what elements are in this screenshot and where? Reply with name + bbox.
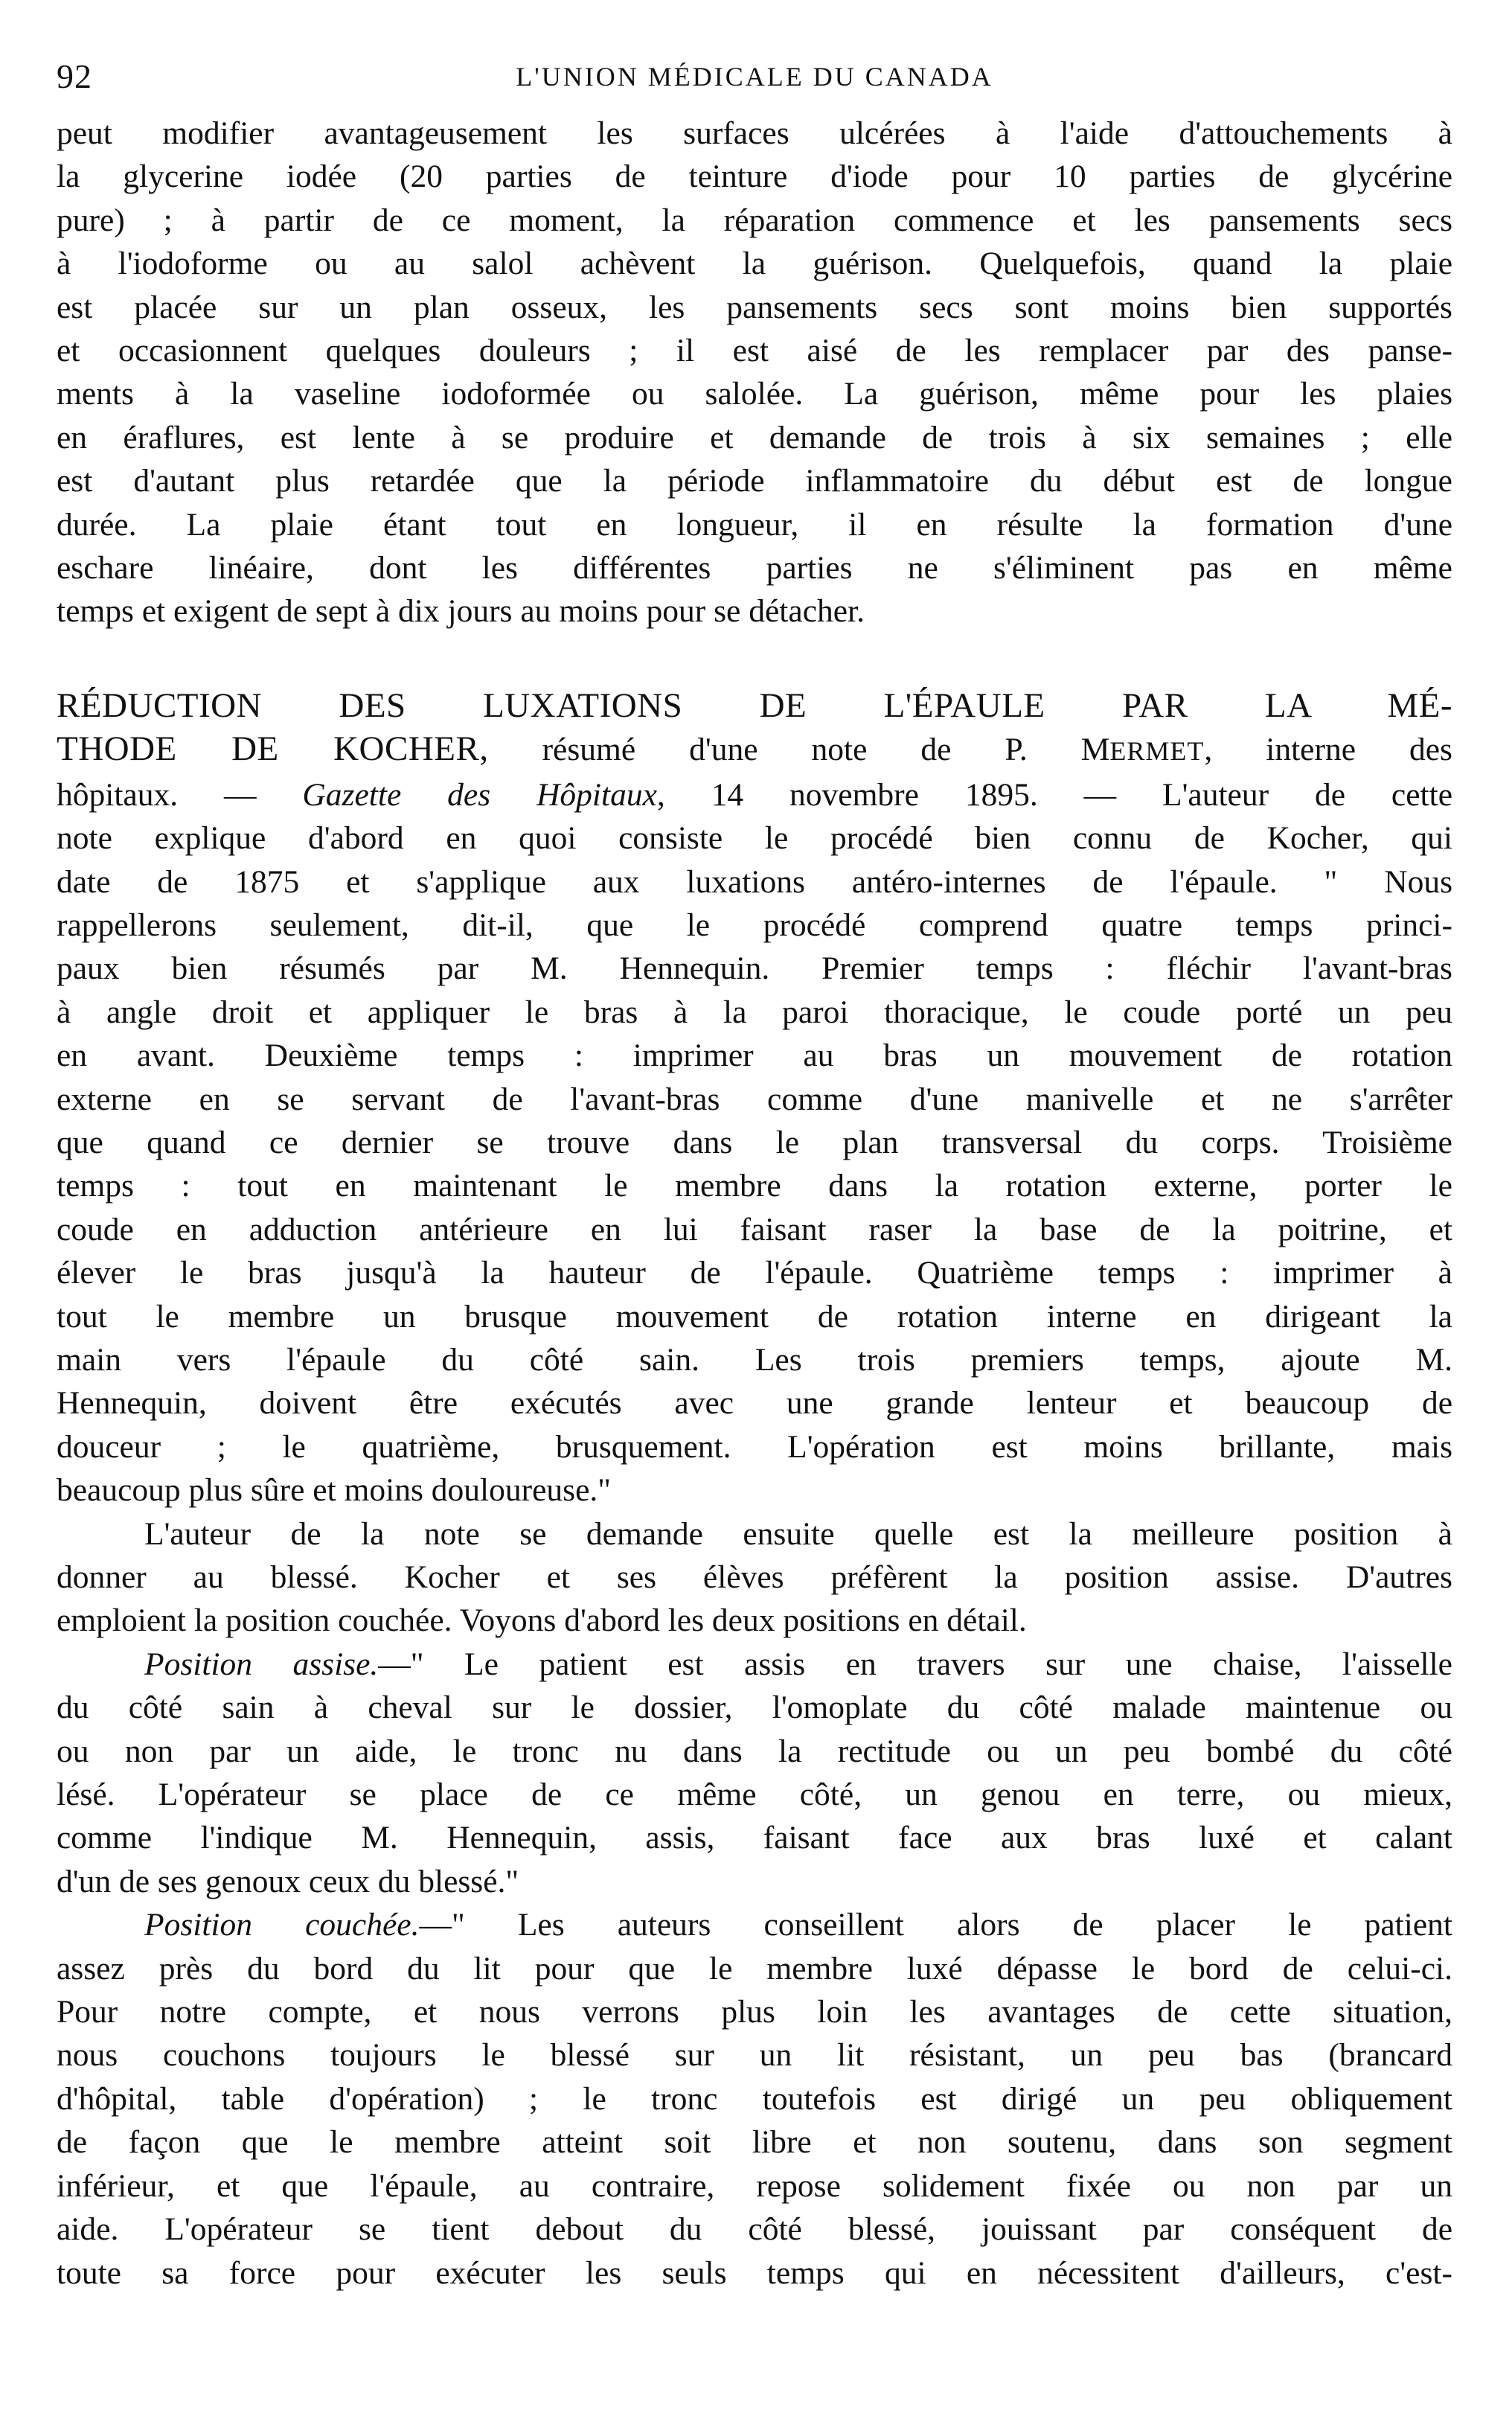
text-line: d'hôpital, table d'opération) ; le tronc toutefois est dirigé un peu obliquement <box>57 2080 1452 2117</box>
text-line: paux bien résumés par M. Hennequin. Premier temps : fléchir l'avant-bras <box>57 950 1452 987</box>
author-name-smallcaps: ERMET <box>1109 736 1205 767</box>
text-line: d'un de ses genoux ceux du blessé." <box>57 1863 519 1899</box>
journal-title: L'UNION MÉDICALE DU CANADA <box>516 62 993 92</box>
text-line: nous couchons toujours le blessé sur un lit résistant, un peu bas (brancard <box>57 2037 1452 2074</box>
page-number: 92 <box>57 57 92 95</box>
article-section <box>57 684 1452 2295</box>
text-line: à angle droit et appliquer le bras à la paroi thoracique, le coude porté un peu <box>57 994 1452 1030</box>
text-line: lésé. L'opérateur se place de ce même côté, un genou en terre, ou mieux, <box>57 1777 1452 1813</box>
text-line: rappellerons seulement, dit-il, que le procédé comprend quatre temps princi- <box>57 907 1452 943</box>
author-role: , interne des <box>1204 732 1452 768</box>
text-line: en éraflures, est lente à se produire et demande de trois à six semaines ; elle <box>57 419 1452 456</box>
document-page <box>57 52 1452 2295</box>
prior-paragraph <box>57 112 1452 633</box>
text-line: en avant. Deuxième temps : imprimer au bras un mouvement de rotation <box>57 1038 1452 1074</box>
text-line: que quand ce dernier se trouve dans le plan transversal du corps. Troisième <box>57 1124 1452 1160</box>
text-line: aide. L'opérateur se tient debout du côté blessé, jouissant par conséquent de <box>57 2211 1452 2248</box>
text-line: eschare linéaire, dont les différentes parties ne s'éliminent pas en même <box>57 550 1452 587</box>
text-line: élever le bras jusqu'à la hauteur de l'épaule. Quatrième temps : imprimer à <box>57 1255 1452 1291</box>
lying-position-label: Position couchée. <box>144 1907 420 1943</box>
text-line: de façon que le membre atteint soit libre et non soutenu, dans son segment <box>57 2124 1452 2161</box>
lying-position-paragraph <box>57 1947 1452 2295</box>
text-line: douceur ; le quatrième, brusquement. L'opération est moins brillante, mais <box>57 1428 1452 1465</box>
text-line: est d'autant plus retardée que la période inflammatoire du début est de longue <box>57 463 1452 499</box>
article-heading-continued <box>57 727 1452 773</box>
section-gap <box>57 633 1452 684</box>
text-line: ou non par un aide, le tronc nu dans la rectitude ou un peu bombé du côté <box>57 1733 1452 1769</box>
text-line: et occasionnent quelques douleurs ; il est aisé de les remplacer par des panse- <box>57 333 1452 369</box>
text-line: ments à la vaseline iodoformée ou salolée. La guérison, même pour les plaies <box>57 376 1452 412</box>
text-line: date de 1875 et s'applique aux luxations antéro-internes de l'épaule. " Nous <box>57 863 1452 900</box>
source-line-end: , 14 novembre 1895. — L'auteur de cette <box>656 776 1452 813</box>
text-line: main vers l'épaule du côté sain. Les trois premiers temps, ajoute M. <box>57 1341 1452 1378</box>
seated-position-label: Position assise. <box>144 1646 379 1682</box>
text-line: à l'iodoforme ou au salol achèvent la guérison. Quelquefois, quand la plaie <box>57 246 1452 282</box>
heading-caps-remainder: THODE DE KOCHER, <box>57 729 489 769</box>
text-line: inférieur, et que l'épaule, au contraire, repose solidement fixée ou non par un <box>57 2167 1452 2204</box>
article-heading: RÉDUCTION DES LUXATIONS DE L'ÉPAULE PAR LA MÉ- <box>57 685 1452 725</box>
text-line: durée. La plaie étant tout en longueur, il en résulte la formation d'une <box>57 506 1452 543</box>
lying-position-text: —" Les auteurs conseillent alors de placer le patient <box>419 1907 1452 1943</box>
text-line: du côté sain à cheval sur le dossier, l'omoplate du côté malade maintenue ou <box>57 1690 1452 1726</box>
text-line: peut modifier avantageusement les surfaces ulcérées à l'aide d'attouchements à <box>57 115 1452 151</box>
text-line: est placée sur un plan osseux, les pansements secs sont moins bien supportés <box>57 289 1452 325</box>
author-initial: M <box>1080 732 1110 768</box>
text-line: temps et exigent de sept à dix jours au moins pour se détacher. <box>57 593 865 630</box>
text-line: la glycerine iodée (20 parties de teinture d'iode pour 10 parties de glycérine <box>57 159 1452 195</box>
text-line: beaucoup plus sûre et moins douloureuse." <box>57 1472 612 1509</box>
text-line: externe en se servant de l'avant-bras comme d'une manivelle et ne s'arrêter <box>57 1081 1452 1117</box>
text-line: pure) ; à partir de ce moment, la réparation commence et les pansements secs <box>57 202 1452 238</box>
text-line: assez près du bord du lit pour que le membre luxé dépasse le bord de celui-ci. <box>57 1950 1452 1987</box>
article-source-line <box>57 773 1452 816</box>
seated-position-paragraph <box>57 1686 1452 1903</box>
source-line-start: hôpitaux. — <box>57 776 303 813</box>
source-journal-title: Gazette des Hôpitaux <box>302 776 657 813</box>
text-line: L'auteur de la note se demande ensuite quelle est la meilleure position à <box>144 1515 1452 1552</box>
seated-position-first-line <box>57 1643 1452 1686</box>
lying-position-first-line <box>57 1903 1452 1946</box>
seated-position-text: —" Le patient est assis en travers sur une chaise, l'aisselle <box>378 1646 1452 1682</box>
text-line: emploient la position couchée. Voyons d'abord les deux positions en détail. <box>57 1602 1027 1639</box>
text-line: comme l'indique M. Hennequin, assis, faisant face aux bras luxé et calant <box>57 1820 1452 1856</box>
text-line: temps : tout en maintenant le membre dans la rotation externe, porter le <box>57 1168 1452 1204</box>
heading-summary-text: résumé d'une note de P. <box>488 732 1081 768</box>
method-paragraph <box>57 1512 1452 1643</box>
running-header <box>57 52 1452 112</box>
text-line: Pour notre compte, et nous verrons plus loin les avantages de cette situation, <box>57 1994 1452 2030</box>
text-line: note explique d'abord en quoi consiste le procédé bien connu de Kocher, qui <box>57 820 1452 857</box>
text-line: coude en adduction antérieure en lui faisant raser la base de la poitrine, et <box>57 1211 1452 1247</box>
article-body-paragraph <box>57 816 1452 1512</box>
text-line: tout le membre un brusque mouvement de rotation interne en dirigeant la <box>57 1298 1452 1335</box>
text-line: toute sa force pour exécuter les seuls temps qui en nécessitent d'ailleurs, c'est- <box>57 2254 1452 2291</box>
text-line: Hennequin, doivent être exécutés avec une grande lenteur et beaucoup de <box>57 1385 1452 1422</box>
text-line: donner au blessé. Kocher et ses élèves préfèrent la position assise. D'autres <box>57 1559 1452 1595</box>
